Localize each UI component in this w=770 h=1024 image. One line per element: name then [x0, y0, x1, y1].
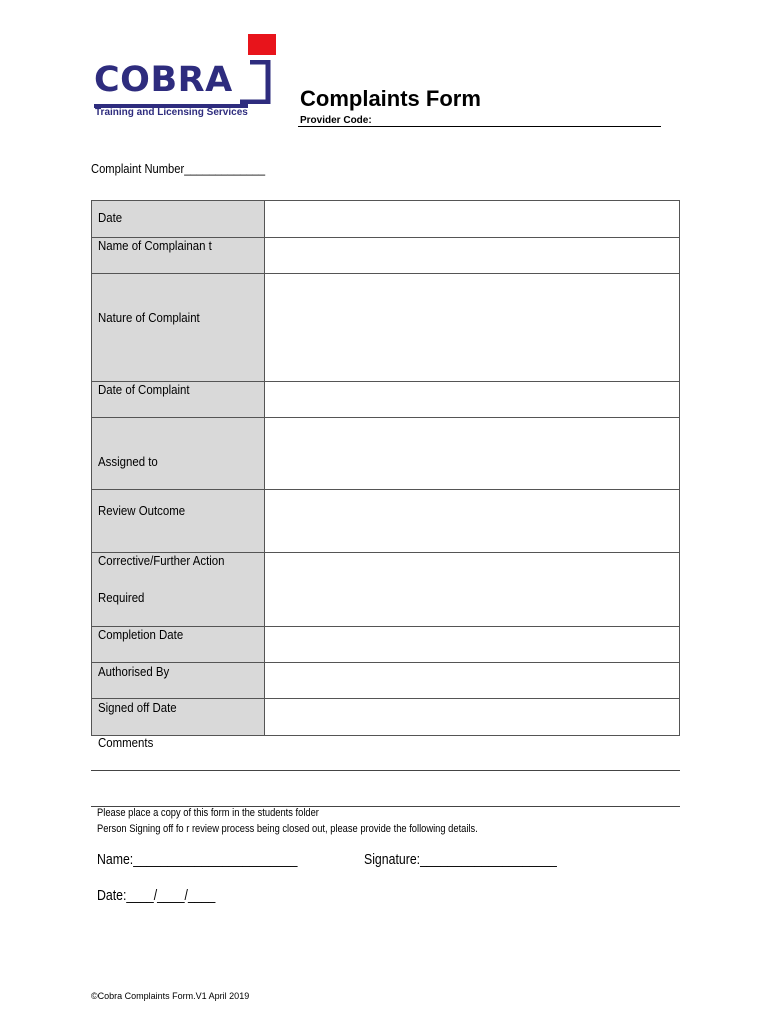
signature-field[interactable]: Signature:____________________: [364, 851, 557, 868]
label-cell-signed-off: [92, 699, 265, 735]
row-label-date: Date: [98, 210, 123, 225]
comments-label: Comments: [98, 735, 154, 750]
table-row: [92, 201, 679, 237]
completion-value-cell[interactable]: [265, 627, 679, 662]
label-cell-review: [92, 490, 265, 552]
note-line-1: Please place a copy of this form in the students folder: [97, 807, 319, 819]
row-label-signed-off: Signed off Date: [98, 700, 177, 715]
assigned-value-cell[interactable]: [265, 418, 679, 489]
cobra-logo: [92, 34, 278, 124]
row-label-corrective-line1: Corrective/Further Action: [98, 553, 225, 568]
table-row: [92, 273, 679, 381]
name-field[interactable]: Name:________________________: [97, 851, 298, 868]
label-cell-date: [92, 201, 265, 237]
provider-code-label: Provider Code:: [300, 115, 372, 126]
label-cell-completion: [92, 627, 265, 662]
complaint-number-field[interactable]: Complaint Number_____________: [91, 161, 266, 176]
table-row: [92, 489, 679, 552]
signed-off-value-cell[interactable]: [265, 699, 679, 735]
row-label-review: Review Outcome: [98, 503, 186, 518]
header-rule: [298, 126, 661, 127]
nature-value-cell[interactable]: [265, 274, 679, 381]
label-cell-assigned: [92, 418, 265, 489]
logo-bracket-icon: [240, 60, 272, 104]
label-cell-corrective: [92, 553, 265, 626]
row-label-authorised: Authorised By: [98, 664, 170, 679]
table-row: [92, 626, 679, 662]
label-cell-nature: [92, 274, 265, 381]
table-row: [92, 698, 679, 735]
logo-brand-text: COBRA: [94, 60, 233, 100]
table-row: [92, 552, 679, 626]
table-row: [92, 662, 679, 698]
table-row: [92, 381, 679, 417]
row-label-date-of-complaint: Date of Complaint: [98, 382, 190, 397]
complaint-details-table: [91, 200, 680, 736]
row-label-complainant: Name of Complainan t: [98, 238, 212, 253]
label-cell-authorised: [92, 663, 265, 698]
corrective-value-cell[interactable]: [265, 553, 679, 626]
label-cell-date-of-complaint: [92, 382, 265, 417]
review-value-cell[interactable]: [265, 490, 679, 552]
row-label-nature: Nature of Complaint: [98, 310, 200, 325]
date-value-cell[interactable]: [265, 201, 679, 237]
row-label-completion: Completion Date: [98, 627, 184, 642]
form-title: Complaints Form: [300, 86, 481, 111]
complainant-value-cell[interactable]: [265, 238, 679, 273]
comments-line[interactable]: [91, 770, 680, 771]
note-line-2: Person Signing off fo r review process being closed out, please provide the following details.: [97, 823, 478, 835]
authorised-value-cell[interactable]: [265, 663, 679, 698]
date-of-complaint-value-cell[interactable]: [265, 382, 679, 417]
row-label-assigned: Assigned to: [98, 454, 158, 469]
logo-tagline: Training and Licensing Services: [95, 107, 248, 118]
logo-red-square: [248, 34, 276, 55]
label-cell-complainant: [92, 238, 265, 273]
row-label-corrective-line2: Required: [98, 590, 145, 605]
date-field[interactable]: Date:____/____/____: [97, 887, 216, 904]
table-row: [92, 417, 679, 489]
footer-copyright: ©Cobra Complaints Form.V1 April 2019: [91, 991, 250, 1001]
table-row: [92, 237, 679, 273]
